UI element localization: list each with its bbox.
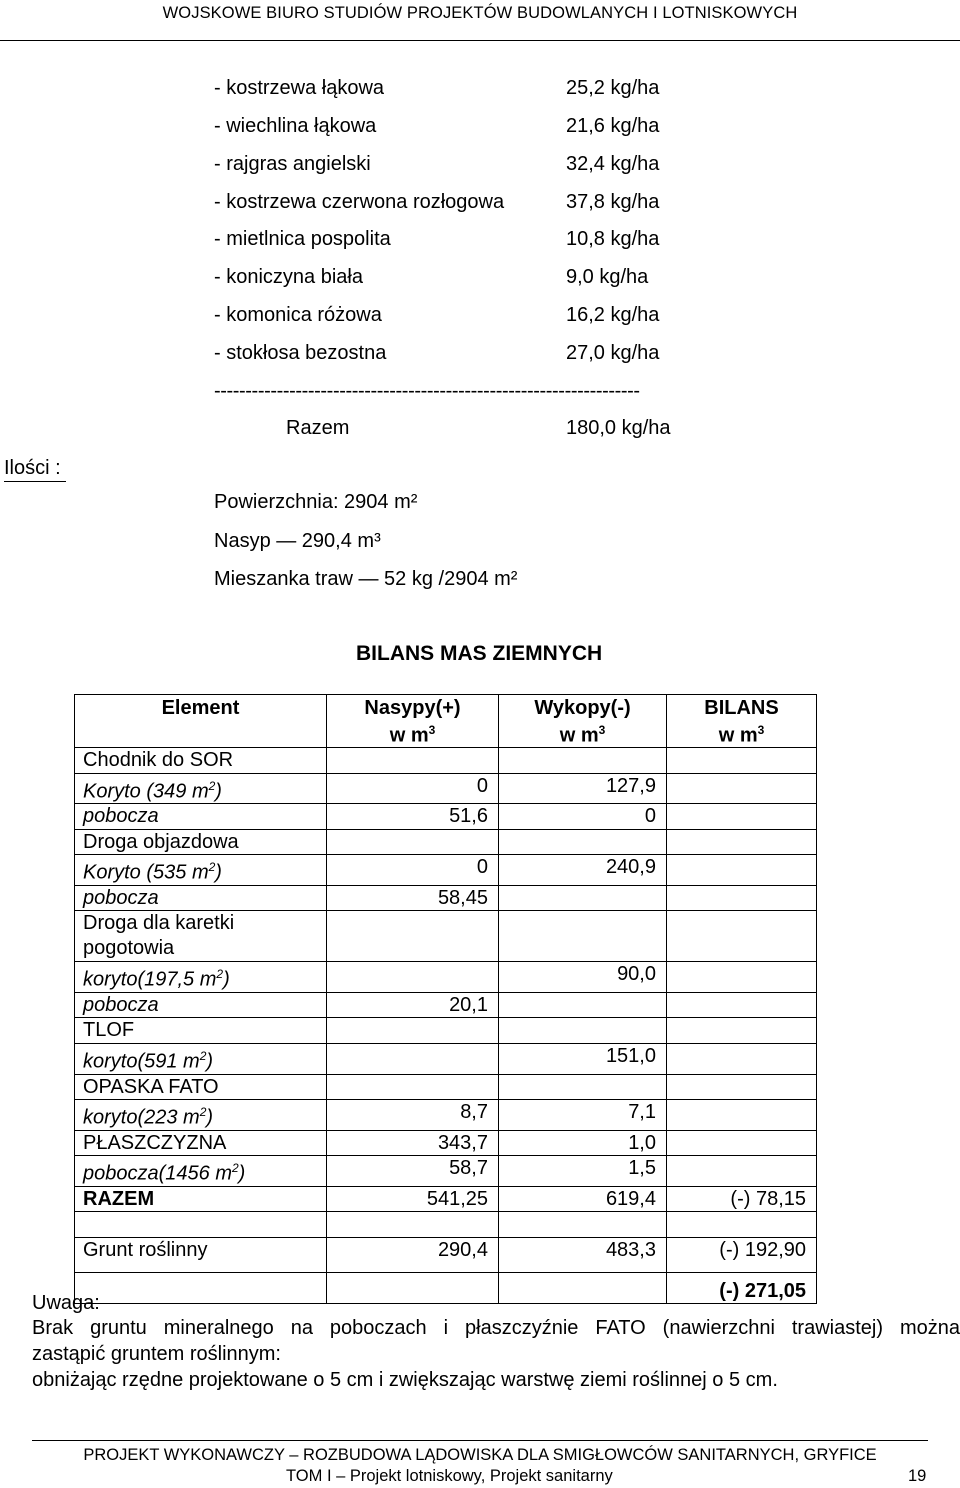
- footer-project: PROJEKT WYKONAWCZY – ROZBUDOWA LĄDOWISKA DLA SMIGŁOWCÓW SANITARNYCH, GRYFICE: [83, 1446, 877, 1464]
- table-row: [75, 885, 817, 911]
- seed-name: - wiechlina łąkowa: [214, 115, 377, 137]
- row-balance: [667, 829, 817, 855]
- row-fill: [327, 1018, 499, 1044]
- balance-title: BILANS MAS ZIEMNYCH: [356, 642, 603, 665]
- row-balance: [667, 748, 817, 774]
- table-row: [75, 962, 817, 993]
- total-fill: 541,25: [327, 1186, 499, 1212]
- spacer-cell: [75, 1212, 327, 1238]
- table-row: [75, 911, 817, 962]
- row-fill: 58,45: [327, 885, 499, 911]
- row-fill: [327, 829, 499, 855]
- topsoil-fill: 290,4: [327, 1237, 499, 1272]
- row-fill: [327, 748, 499, 774]
- row-cut: [499, 1074, 667, 1100]
- seed-rate: 27,0 kg/ha: [566, 342, 660, 364]
- row-balance: [667, 1074, 817, 1100]
- spacer-row: [75, 1212, 817, 1238]
- table-row: [75, 1074, 817, 1100]
- table-row: [75, 1018, 817, 1044]
- row-element: pobocza(1456 $m^2$): [75, 1156, 327, 1187]
- dashed-separator: --------------------------------------------------------------------: [214, 380, 640, 402]
- row-balance: [667, 885, 817, 911]
- row-fill: 8,7: [327, 1100, 499, 1131]
- table-row: [75, 1043, 817, 1074]
- row-cut: 7,1: [499, 1100, 667, 1131]
- row-element: PŁASZCZYZNA: [75, 1130, 327, 1156]
- header-fill: Nasypy(+) w $m^3$: [327, 695, 499, 748]
- row-element: Koryto (349 $m^2$): [75, 773, 327, 804]
- row-fill: 0: [327, 855, 499, 886]
- seed-name: - rajgras angielski: [214, 153, 371, 175]
- grand-total-row: [75, 1272, 817, 1303]
- row-cut: 1,5: [499, 1156, 667, 1187]
- row-element: Droga dla karetki pogotowia: [75, 911, 327, 962]
- earthwork-balance-table: [74, 694, 817, 1304]
- row-cut: [499, 885, 667, 911]
- table-row: [75, 855, 817, 886]
- row-balance: [667, 992, 817, 1018]
- row-fill: 0: [327, 773, 499, 804]
- header-divider: [0, 40, 960, 41]
- grand-total-empty: [499, 1272, 667, 1303]
- note-label: Uwaga:: [32, 1292, 100, 1314]
- table-row: [75, 1130, 817, 1156]
- area-line: Powierzchnia: 2904 m²: [214, 491, 418, 513]
- seed-name: - stokłosa bezostna: [214, 342, 387, 364]
- spacer-cell: [327, 1212, 499, 1238]
- topsoil-row: [75, 1237, 817, 1272]
- table-row: [75, 1156, 817, 1187]
- row-fill: [327, 1043, 499, 1074]
- row-element: Droga objazdowa: [75, 829, 327, 855]
- row-element: Koryto (535 $m^2$): [75, 855, 327, 886]
- seed-rate: 9,0 kg/ha: [566, 266, 649, 288]
- row-balance: [667, 773, 817, 804]
- total-label: Razem: [286, 417, 350, 439]
- row-fill: 51,6: [327, 804, 499, 830]
- row-fill: [327, 911, 499, 962]
- footer-divider: [32, 1440, 928, 1441]
- row-balance: [667, 911, 817, 962]
- table-row: [75, 1100, 817, 1131]
- row-balance: [667, 1130, 817, 1156]
- row-fill: 343,7: [327, 1130, 499, 1156]
- row-balance: [667, 855, 817, 886]
- table-row: [75, 773, 817, 804]
- header-element: Element: [75, 695, 327, 748]
- row-element: TLOF: [75, 1018, 327, 1044]
- seed-name: - kostrzewa czerwona rozłogowa: [214, 191, 505, 213]
- seed-name: - komonica różowa: [214, 304, 382, 326]
- header-balance: BILANS w $m^3$: [667, 695, 817, 748]
- seed-rate: 25,2 kg/ha: [566, 77, 660, 99]
- row-balance: [667, 1043, 817, 1074]
- seed-rate: 16,2 kg/ha: [566, 304, 660, 326]
- seed-name: - mietlnica pospolita: [214, 228, 391, 250]
- table-row: [75, 992, 817, 1018]
- quantities-label: Ilości :: [4, 457, 61, 479]
- row-fill: 20,1: [327, 992, 499, 1018]
- total-value: 180,0 kg/ha: [566, 417, 671, 439]
- row-balance: [667, 804, 817, 830]
- total-balance: (-) 78,15: [667, 1186, 817, 1212]
- row-fill: [327, 1074, 499, 1100]
- row-cut: 90,0: [499, 962, 667, 993]
- row-balance: [667, 1156, 817, 1187]
- note-text-line2: zastąpić gruntem roślinnym:: [32, 1343, 281, 1365]
- table-row: [75, 748, 817, 774]
- seed-name: - kostrzewa łąkowa: [214, 77, 385, 99]
- row-cut: [499, 1018, 667, 1044]
- grand-total-value: (-) 271,05: [667, 1272, 817, 1303]
- row-balance: [667, 1018, 817, 1044]
- header-cut: Wykopy(-) w $m^3$: [499, 695, 667, 748]
- total-cut: 619,4: [499, 1186, 667, 1212]
- spacer-cell: [667, 1212, 817, 1238]
- seed-rate: 10,8 kg/ha: [566, 228, 660, 250]
- row-cut: 1,0: [499, 1130, 667, 1156]
- row-fill: [327, 962, 499, 993]
- seed-rate: 21,6 kg/ha: [566, 115, 660, 137]
- row-balance: [667, 1100, 817, 1131]
- row-element: koryto(591 $m^2$): [75, 1043, 327, 1074]
- seed-rate: 37,8 kg/ha: [566, 191, 660, 213]
- topsoil-label: Grunt roślinny: [75, 1237, 327, 1272]
- row-element: koryto(197,5 $m^2$): [75, 962, 327, 993]
- mix-line: Mieszanka traw — 52 kg /2904 m²: [214, 568, 518, 590]
- fill-line: Nasyp — 290,4 m³: [214, 530, 381, 552]
- page-header: WOJSKOWE BIURO STUDIÓW PROJEKTÓW BUDOWLANYCH I LOTNISKOWYCH: [162, 4, 798, 22]
- table-header-row: [75, 695, 817, 748]
- topsoil-balance: (-) 192,90: [667, 1237, 817, 1272]
- row-element: pobocza: [75, 885, 327, 911]
- spacer-cell: [499, 1212, 667, 1238]
- row-cut: [499, 748, 667, 774]
- row-cut: 0: [499, 804, 667, 830]
- note-text-line3: obniżając rzędne projektowane o 5 cm i zwiększając warstwę ziemi roślinnej o 5 cm.: [32, 1369, 778, 1391]
- row-fill: 58,7: [327, 1156, 499, 1187]
- row-element: pobocza: [75, 804, 327, 830]
- grand-total-empty: [327, 1272, 499, 1303]
- row-element: pobocza: [75, 992, 327, 1018]
- seed-name: - koniczyna biała: [214, 266, 363, 288]
- seed-rate: 32,4 kg/ha: [566, 153, 660, 175]
- row-cut: [499, 992, 667, 1018]
- quantities-underline: [4, 481, 66, 482]
- row-cut: 127,9: [499, 773, 667, 804]
- row-cut: [499, 911, 667, 962]
- row-cut: 240,9: [499, 855, 667, 886]
- topsoil-cut: 483,3: [499, 1237, 667, 1272]
- page-number: 19: [908, 1467, 927, 1485]
- row-cut: [499, 829, 667, 855]
- total-row: [75, 1186, 817, 1212]
- note-text-line1: Brak gruntu mineralnego na poboczach i płaszczyźnie FATO (nawierzchni trawiastej) można: [32, 1317, 960, 1339]
- table-row: [75, 804, 817, 830]
- row-balance: [667, 962, 817, 993]
- total-label: RAZEM: [75, 1186, 327, 1212]
- row-element: OPASKA FATO: [75, 1074, 327, 1100]
- row-element: Chodnik do SOR: [75, 748, 327, 774]
- footer-volume: TOM I – Projekt lotniskowy, Projekt sanitarny: [286, 1467, 613, 1485]
- table-row: [75, 829, 817, 855]
- grand-total-empty: [75, 1272, 327, 1303]
- row-element: koryto(223 $m^2$): [75, 1100, 327, 1131]
- row-cut: 151,0: [499, 1043, 667, 1074]
